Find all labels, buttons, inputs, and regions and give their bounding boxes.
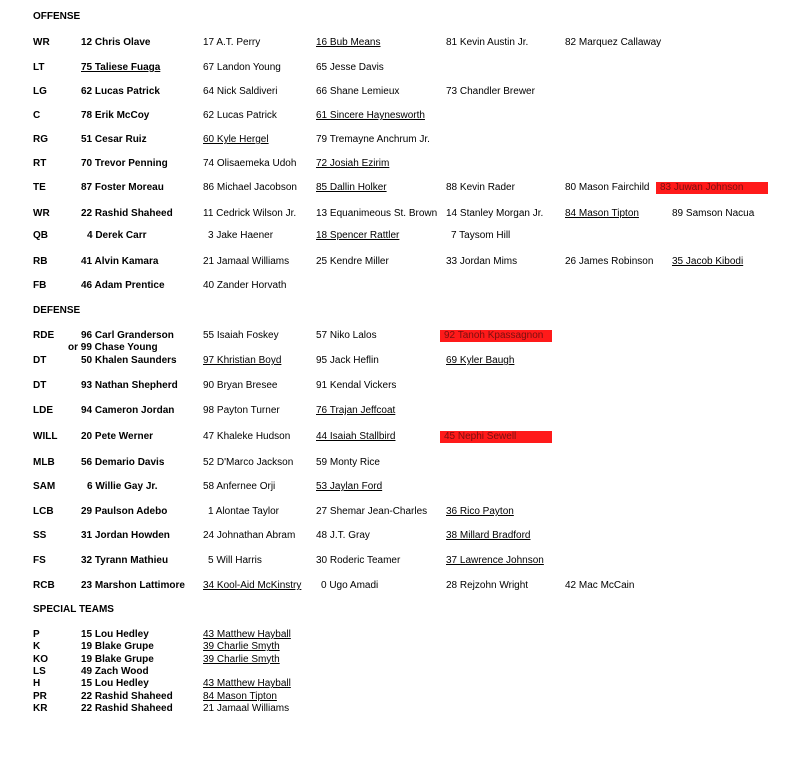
starter-name: 32 Tyrann Mathieu <box>81 555 169 566</box>
backup-player: 38 Millard Bradford <box>446 530 531 541</box>
starter-name: 22 Rashid Shaheed <box>81 690 173 702</box>
backup-player: 72 Josiah Ezirim <box>316 158 390 169</box>
starter-name: 87 Foster Moreau <box>81 182 164 193</box>
starter-name: 41 Alvin Kamara <box>81 256 159 267</box>
starter-name: 4 Derek Carr <box>87 230 147 241</box>
backup-player: 59 Monty Rice <box>316 457 380 468</box>
starter-name: 12 Chris Olave <box>81 37 151 48</box>
backup-player: 62 Lucas Patrick <box>203 110 277 121</box>
starter-name: 19 Blake Grupe <box>81 653 154 665</box>
backup-player: 98 Payton Turner <box>203 405 280 416</box>
starter-name: 51 Cesar Ruiz <box>81 134 147 145</box>
backup-player: 89 Samson Nacua <box>672 208 755 219</box>
starter-name: 23 Marshon Lattimore <box>81 580 185 591</box>
backup-player: 5 Will Harris <box>208 555 262 566</box>
backup-player: 57 Niko Lalos <box>316 330 377 341</box>
backup-player: 66 Shane Lemieux <box>316 86 400 97</box>
backup-player: 36 Rico Payton <box>446 506 514 517</box>
backup-player: 60 Kyle Hergel <box>203 134 269 145</box>
backup-player: 61 Sincere Haynesworth <box>316 110 425 121</box>
position-label: FB <box>33 280 47 291</box>
starter-name: 19 Blake Grupe <box>81 641 154 653</box>
position-label: QB <box>33 230 48 241</box>
backup-player: 95 Jack Heflin <box>316 355 379 366</box>
position-label: LDE <box>33 405 53 416</box>
starter-name: 6 Willie Gay Jr. <box>87 481 158 492</box>
backup-player: 37 Lawrence Johnson <box>446 555 544 566</box>
backup-player: 74 Olisaemeka Udoh <box>203 158 297 169</box>
backup-player: 84 Mason Tipton <box>565 208 639 219</box>
position-label: WILL <box>33 431 58 442</box>
defense-heading: DEFENSE <box>33 305 81 316</box>
highlighted-player: 92 Tanoh Kpassagnon <box>440 330 552 342</box>
backup-player: 34 Kool-Aid McKinstry <box>203 580 302 591</box>
position-label: WR <box>33 208 50 219</box>
backup-player: 91 Kendal Vickers <box>316 380 397 391</box>
backup-player: 85 Dallin Holker <box>316 182 387 193</box>
backup-player: 82 Marquez Callaway <box>565 37 662 48</box>
position-label: RT <box>33 158 47 169</box>
position-label: RG <box>33 134 48 145</box>
backup-player: 27 Shemar Jean-Charles <box>316 506 428 517</box>
backup-player: 3 Jake Haener <box>208 230 274 241</box>
backup-player: 65 Jesse Davis <box>316 62 384 73</box>
backup-player: 76 Trajan Jeffcoat <box>316 405 396 416</box>
backup-player: 26 James Robinson <box>565 256 654 267</box>
backup-player: 39 Charlie Smyth <box>203 641 280 653</box>
starter-name: 62 Lucas Patrick <box>81 86 160 97</box>
backup-player: 13 Equanimeous St. Brown <box>316 208 438 219</box>
position-label: DT <box>33 380 47 391</box>
backup-player: 1 Alontae Taylor <box>208 506 279 517</box>
backup-player: 17 A.T. Perry <box>203 37 261 48</box>
backup-player: 86 Michael Jacobson <box>203 182 297 193</box>
backup-player: 67 Landon Young <box>203 62 281 73</box>
starter-alternate: or 99 Chase Young <box>68 342 158 353</box>
backup-player: 47 Khaleke Hudson <box>203 431 291 442</box>
position-label: C <box>33 110 41 121</box>
position-label: LS <box>33 665 46 677</box>
backup-player: 52 D'Marco Jackson <box>203 457 294 468</box>
backup-player: 90 Bryan Bresee <box>203 380 278 391</box>
backup-player: 18 Spencer Rattler <box>316 230 400 241</box>
position-label: LG <box>33 86 47 97</box>
starter-name: 22 Rashid Shaheed <box>81 208 173 219</box>
starter-name: 29 Paulson Adebo <box>81 506 168 517</box>
starter-name: 56 Demario Davis <box>81 457 165 468</box>
position-label: RCB <box>33 580 55 591</box>
starter-name: 93 Nathan Shepherd <box>81 380 178 391</box>
backup-player: 44 Isaiah Stallbird <box>316 431 396 442</box>
position-label: H <box>33 678 41 690</box>
position-label: RB <box>33 256 48 267</box>
backup-player: 42 Mac McCain <box>565 580 635 591</box>
starter-name: 15 Lou Hedley <box>81 629 149 640</box>
starter-name: 20 Pete Werner <box>81 431 154 442</box>
backup-player: 7 Taysom Hill <box>451 230 511 241</box>
backup-player: 11 Cedrick Wilson Jr. <box>203 208 297 219</box>
position-label: TE <box>33 182 46 193</box>
backup-player: 80 Mason Fairchild <box>565 182 650 193</box>
position-label: P <box>33 629 40 640</box>
backup-player: 21 Jamaal Williams <box>203 702 290 714</box>
starter-name: 94 Cameron Jordan <box>81 405 175 416</box>
position-label: SS <box>33 530 47 541</box>
backup-player: 39 Charlie Smyth <box>203 653 280 665</box>
offense-heading: OFFENSE <box>33 11 81 22</box>
position-label: FS <box>33 555 46 566</box>
backup-player: 14 Stanley Morgan Jr. <box>446 208 544 219</box>
starter-name: 31 Jordan Howden <box>81 530 170 541</box>
position-label: SAM <box>33 481 56 492</box>
starter-name: 96 Carl Granderson <box>81 330 174 341</box>
backup-player: 21 Jamaal Williams <box>203 256 290 267</box>
position-label: LT <box>33 62 45 73</box>
position-label: DT <box>33 355 47 366</box>
starter-name: 70 Trevor Penning <box>81 158 168 169</box>
starter-name: 15 Lou Hedley <box>81 678 149 690</box>
backup-player: 48 J.T. Gray <box>316 530 370 541</box>
backup-player: 35 Jacob Kibodi <box>672 256 744 267</box>
backup-player: 53 Jaylan Ford <box>316 481 383 492</box>
backup-player: 24 Johnathan Abram <box>203 530 296 541</box>
highlighted-player: 45 Nephi Sewell <box>440 431 552 443</box>
position-label: KR <box>33 702 48 714</box>
backup-player: 25 Kendre Miller <box>316 256 389 267</box>
starter-name: 78 Erik McCoy <box>81 110 150 121</box>
special-teams-heading: SPECIAL TEAMS <box>33 604 114 615</box>
starter-name: 49 Zach Wood <box>81 665 149 677</box>
starter-name: 46 Adam Prentice <box>81 280 165 291</box>
backup-player: 64 Nick Saldiveri <box>203 86 278 97</box>
highlighted-player: 83 Juwan Johnson <box>656 182 768 194</box>
backup-player: 79 Tremayne Anchrum Jr. <box>316 134 430 145</box>
backup-player: 16 Bub Means <box>316 37 381 48</box>
position-label: KO <box>33 653 48 665</box>
position-label: LCB <box>33 506 54 517</box>
backup-player: 28 Rejzohn Wright <box>446 580 529 591</box>
backup-player: 69 Kyler Baugh <box>446 355 515 366</box>
backup-player: 43 Matthew Hayball <box>203 678 291 690</box>
starter-name: 22 Rashid Shaheed <box>81 702 173 714</box>
backup-player: 58 Anfernee Orji <box>203 481 276 492</box>
backup-player: 0 Ugo Amadi <box>321 580 379 591</box>
backup-player: 40 Zander Horvath <box>203 280 287 291</box>
backup-player: 97 Khristian Boyd <box>203 355 282 366</box>
starter-name: 50 Khalen Saunders <box>81 355 177 366</box>
backup-player: 81 Kevin Austin Jr. <box>446 37 529 48</box>
position-label: K <box>33 641 41 653</box>
position-label: MLB <box>33 457 55 468</box>
backup-player: 43 Matthew Hayball <box>203 629 291 640</box>
starter-name: 75 Taliese Fuaga <box>81 62 161 73</box>
backup-player: 88 Kevin Rader <box>446 182 515 193</box>
backup-player: 84 Mason Tipton <box>203 690 277 702</box>
position-label: PR <box>33 690 47 702</box>
backup-player: 55 Isaiah Foskey <box>203 330 279 341</box>
backup-player: 30 Roderic Teamer <box>316 555 401 566</box>
backup-player: 73 Chandler Brewer <box>446 86 535 97</box>
position-label: WR <box>33 37 50 48</box>
backup-player: 33 Jordan Mims <box>446 256 518 267</box>
position-label: RDE <box>33 330 55 341</box>
